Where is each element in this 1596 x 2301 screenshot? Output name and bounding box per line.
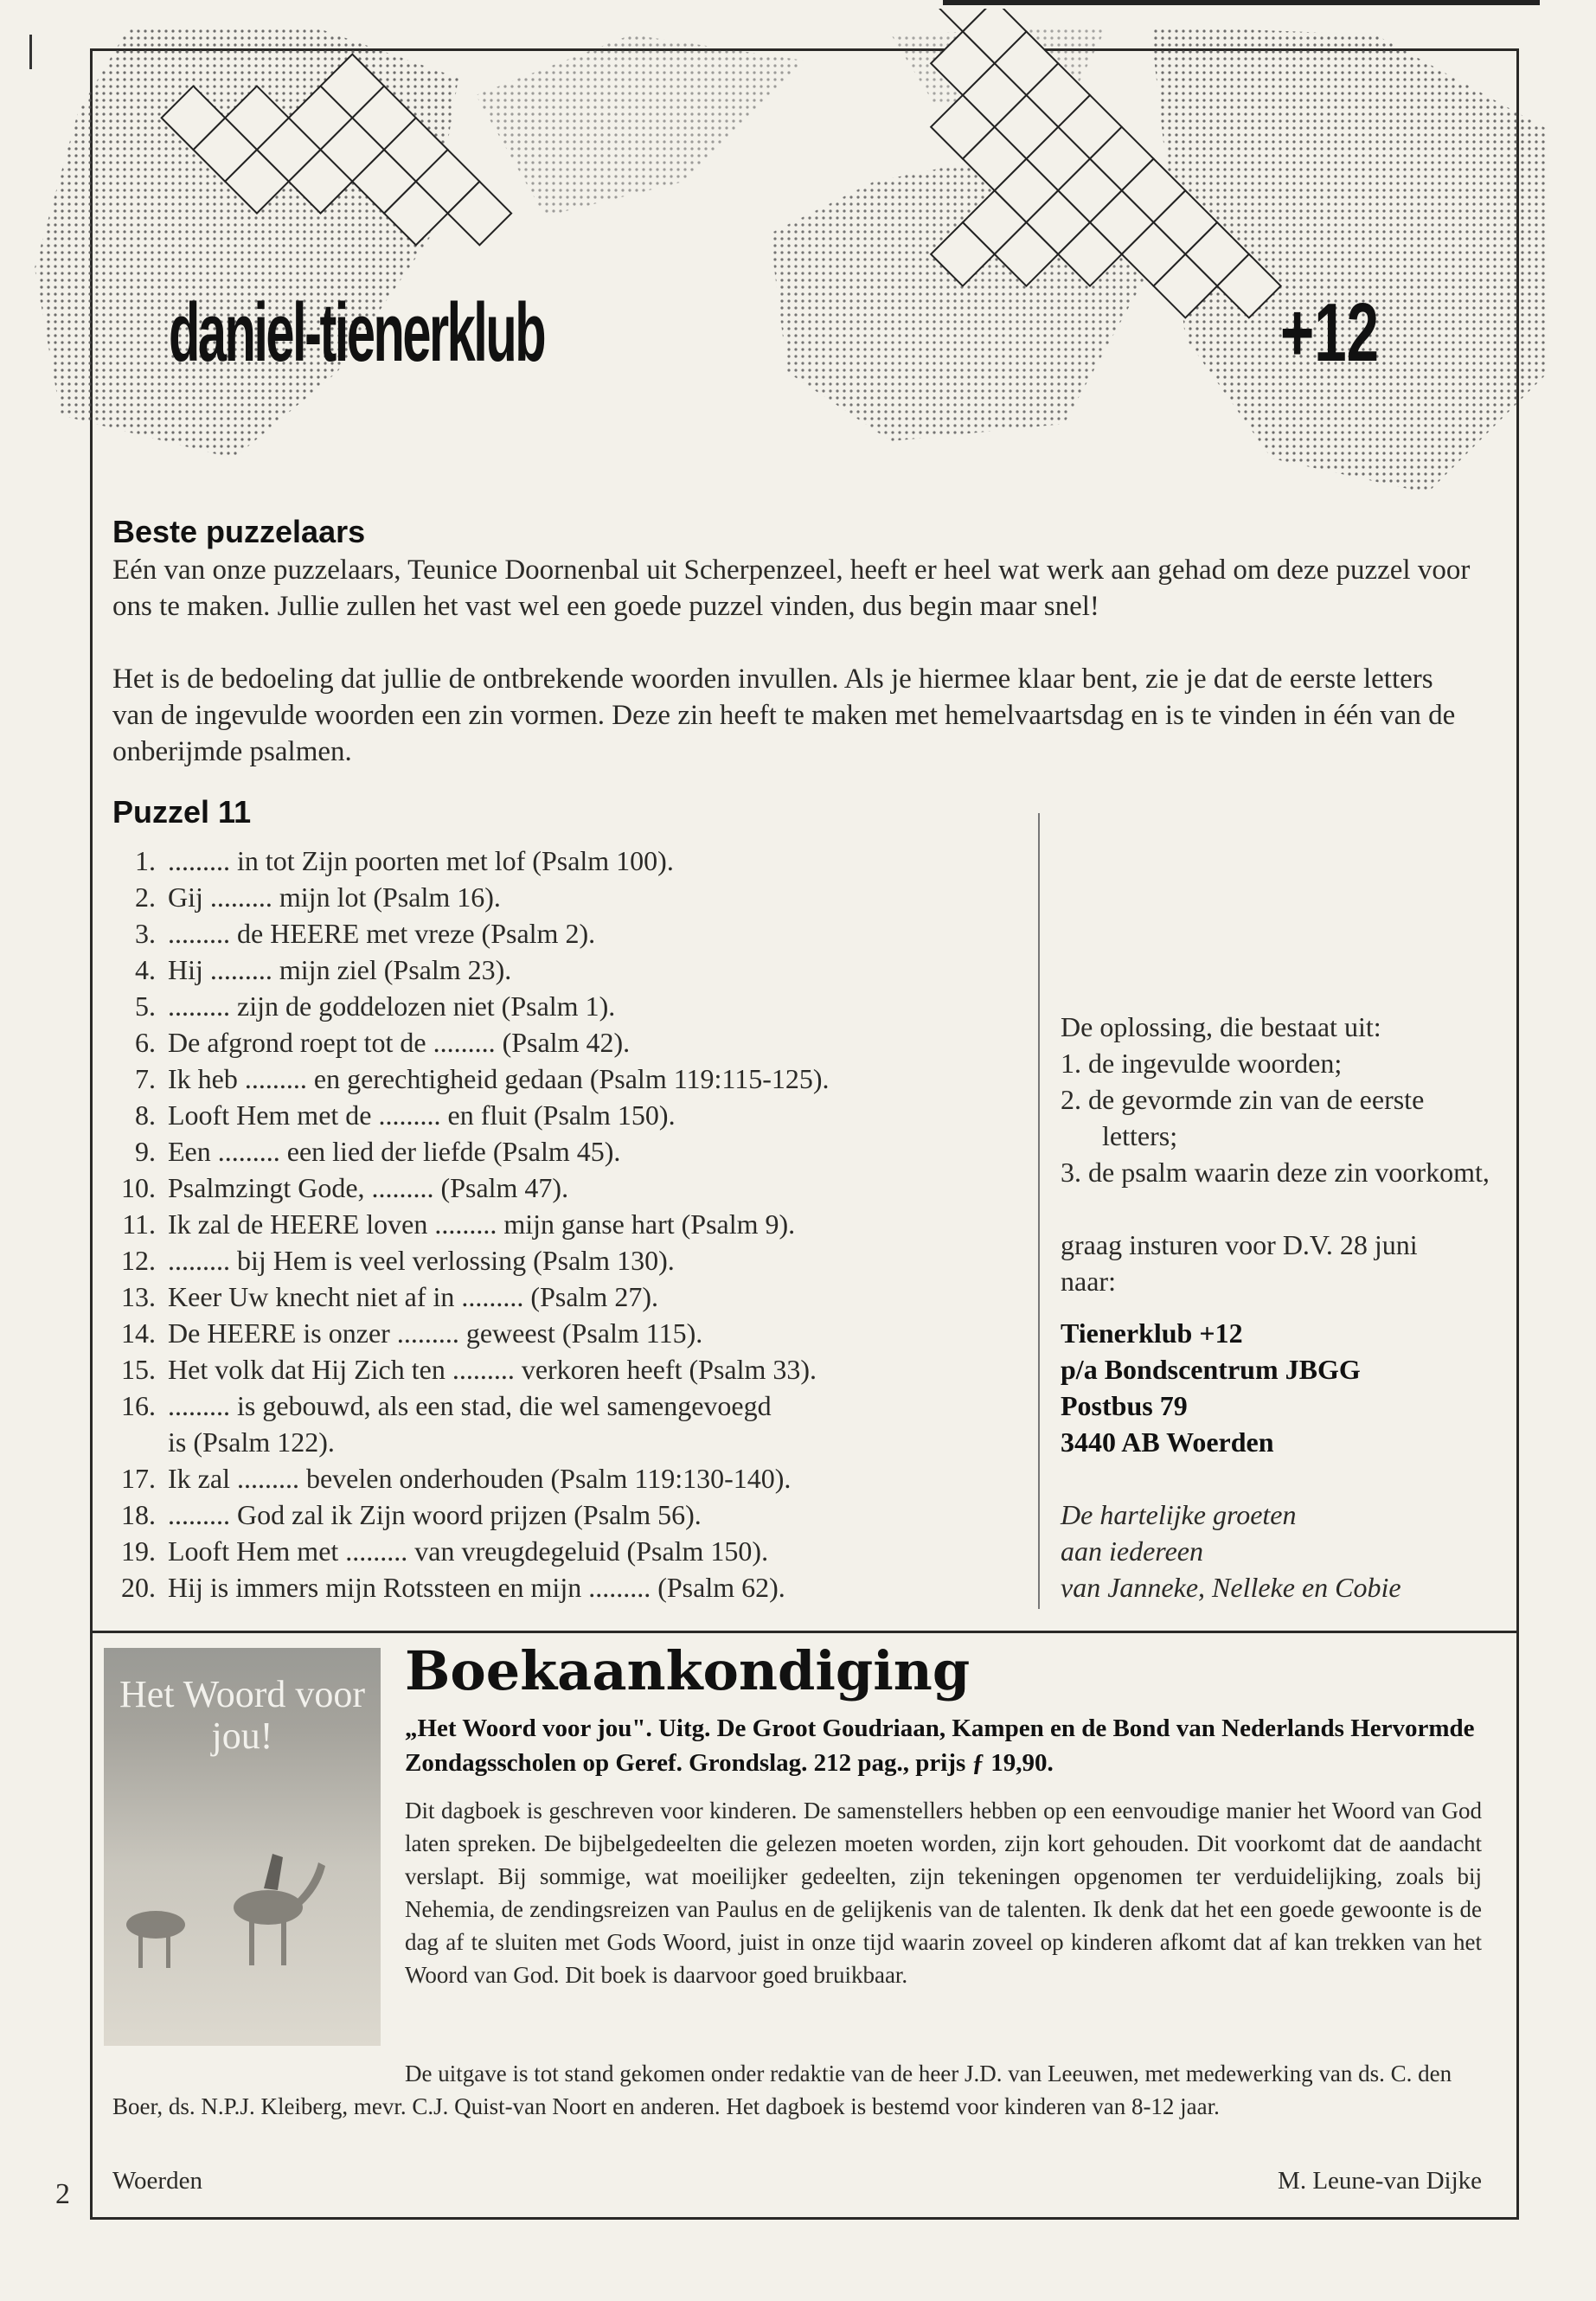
announcement-heading: Boekaankondiging <box>405 1639 971 1702</box>
clue-item: 16. ......... is gebouwd, als een stad, die wel samengevoegd <box>121 1390 772 1421</box>
clue-item: 11. Ik zal de HEERE loven ......... mijn ganse hart (Psalm 9). <box>122 1208 796 1240</box>
clue-item-continued: is (Psalm 122). <box>168 1426 335 1458</box>
solution-item-1: 1. de ingevulde woorden; <box>1061 1048 1343 1079</box>
puzzle-heading: Puzzel 11 <box>112 794 252 830</box>
solution-send: graag insturen voor D.V. 28 juni naar: <box>1061 1229 1418 1297</box>
greeting-line: De hartelijke groeten <box>1061 1499 1297 1530</box>
clue-item: 5. ......... zijn de goddelozen niet (Psalm 1). <box>135 990 616 1022</box>
intro-paragraph-1: Eén van onze puzzelaars, Teunice Doornenbal uit Scherpenzeel, heeft er heel wat werk aan gehad om deze puzzel voor ons te maken. Jullie zullen het vast wel een goede puzzel vinden, dus begin maar snel! <box>112 554 1471 622</box>
clue-item: 8. Looft Hem met de ......... en fluit (Psalm 150). <box>135 1099 676 1131</box>
club-title: daniel-tienerklub <box>169 286 545 379</box>
page-number: 2 <box>55 2178 70 2210</box>
clue-item: 6. De afgrond roept tot de ......... (Psalm 42). <box>135 1027 631 1058</box>
book-details: „Het Woord voor jou". Uitg. De Groot Goudriaan, Kampen en de Bond van Nederlands Hervormde Zondagsscholen op Geref. Grondslag. 212 pag., prijs ƒ 19,90. <box>405 1715 1475 1777</box>
clue-item: 14. De HEERE is onzer ......... geweest (Psalm 115). <box>121 1317 703 1349</box>
clue-item: 18. ......... God zal ik Zijn woord prijzen (Psalm 56). <box>121 1499 702 1530</box>
clue-item: 19. Looft Hem met ......... van vreugdegeluid (Psalm 150). <box>121 1535 769 1567</box>
clue-item: 15. Het volk dat Hij Zich ten ......... verkoren heeft (Psalm 33). <box>121 1354 817 1385</box>
clue-item: 10. Psalmzingt Gode, ......... (Psalm 47). <box>121 1172 569 1203</box>
solution-item-3: 3. de psalm waarin deze zin voorkomt, <box>1061 1157 1490 1188</box>
clue-item: 20. Hij is immers mijn Rotssteen en mijn ......... (Psalm 62). <box>121 1572 785 1603</box>
address-line: Tienerklub +12 <box>1061 1317 1243 1349</box>
intro-paragraph-2: Het is de bedoeling dat jullie de ontbrekende woorden invullen. Als je hiermee klaar bent, zie je dat de eerste letters van de ingevulde woorden een zin vormen. Deze zin heeft te maken met hemelvaartsdag en is te vinden in één van de onberijmde psalmen. <box>112 663 1456 767</box>
review-paragraph-1: Dit dagboek is geschreven voor kinderen. De samenstellers hebben op een eenvoudige manier het Woord van God laten spreken. De bijbelgedeelten die gelezen moeten worden, zijn kort gehouden. Dit voorkomt dat de aandacht verslapt. Bij sommige, wat moeilijker gedeelten, zijn tekeningen opgenomen ter verduidelijking, zoals bij Nehemia, de zendingsreizen van Paulus en de gelijkenis van de talenten. Ik denk dat het een goede gewoonte is de dag af te sluiten met Gods Woord, juist in onze tijd waarin zoveel op kinderen afkomt dat af kan trekken van het Woord van God. Dit boek is daarvoor goed bruikbaar. <box>405 1798 1482 1988</box>
address-line: Postbus 79 <box>1061 1390 1188 1421</box>
column-divider <box>1038 813 1040 1609</box>
review-place: Woerden <box>112 2167 202 2195</box>
solution-item-2: 2. de gevormde zin van de eerste letters; <box>1061 1084 1425 1151</box>
book-cover-title: Het Woord voor jou! <box>119 1673 366 1757</box>
clue-list <box>112 843 1029 1606</box>
clue-item: 13. Keer Uw knecht niet af in ......... (Psalm 27). <box>121 1281 658 1312</box>
address-line: 3440 AB Woerden <box>1061 1426 1274 1458</box>
clue-item: 17. Ik zal ......... bevelen onderhouden (Psalm 119:130-140). <box>121 1463 792 1494</box>
top-rule <box>943 0 1540 5</box>
greeting-line: van Janneke, Nelleke en Cobie <box>1061 1572 1401 1603</box>
clue-item: 4. Hij ......... mijn ziel (Psalm 23). <box>135 954 512 985</box>
age-badge: +12 <box>1280 286 1379 379</box>
review-author: M. Leune-van Dijke <box>1278 2167 1482 2195</box>
address-line: p/a Bondscentrum JBGG <box>1061 1354 1361 1385</box>
review-paragraph-2: De uitgave is tot stand gekomen onder redaktie van de heer J.D. van Leeuwen, met medewerking van ds. C. den Boer, ds. N.P.J. Kleiberg, mevr. C.J. Quist-van Noort en anderen. Het dagboek is bestemd voor kinderen van 8-12 jaar. <box>112 2061 1452 2119</box>
intro-heading: Beste puzzelaars <box>112 514 366 549</box>
clue-item: 3. ......... de HEERE met vreze (Psalm 2). <box>135 918 596 949</box>
clue-item: 9. Een ......... een lied der liefde (Psalm 45). <box>135 1136 621 1167</box>
solution-intro: De oplossing, die bestaat uit: <box>1061 1011 1381 1042</box>
address-block <box>1061 1315 1510 1460</box>
clue-item: 7. Ik heb ......... en gerechtigheid gedaan (Psalm 119:115-125). <box>135 1063 830 1094</box>
greeting-line: aan iedereen <box>1061 1535 1203 1567</box>
greeting-block <box>1061 1497 1510 1606</box>
clue-item: 1. ......... in tot Zijn poorten met lof (Psalm 100). <box>135 845 674 876</box>
clue-item: 2. Gij ......... mijn lot (Psalm 16). <box>135 881 501 913</box>
clue-item: 12. ......... bij Hem is veel verlossing (Psalm 130). <box>121 1245 675 1276</box>
header-graphic <box>26 9 1566 510</box>
